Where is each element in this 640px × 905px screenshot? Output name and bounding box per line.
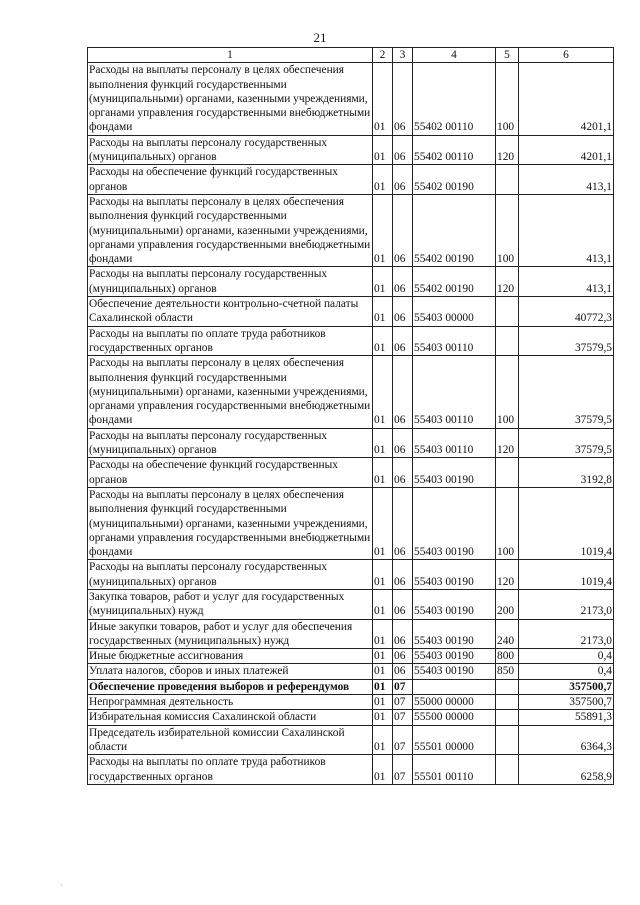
row-name: Расходы на обеспечение функций государственных органов [88,458,373,488]
row-name: Иные закупки товаров, работ и услуг для обеспечения государственных (муниципальных) нужд [88,619,373,649]
row-expense-type [496,710,519,725]
row-section-code: 01 [373,458,393,488]
row-subsection-code: 06 [393,356,413,428]
row-expense-type [496,297,519,327]
row-name: Обеспечение проведения выборов и референдумов [88,679,373,694]
row-name: Расходы на выплаты персоналу государственных (муниципальных) органов [88,428,373,458]
row-target-article: 55402 00190 [413,267,496,297]
header-col-3: 3 [393,48,413,63]
row-expense-type [496,695,519,710]
row-expense-type: 240 [496,619,519,649]
row-target-article: 55402 00190 [413,165,496,195]
row-name: Расходы на выплаты персоналу государственных (муниципальных) органов [88,560,373,590]
table-row [88,710,614,725]
table-header-row [88,48,614,63]
table-row [88,165,614,195]
row-expense-type [496,725,519,755]
table-body [88,63,614,785]
row-target-article: 55403 00190 [413,560,496,590]
row-name: Закупка товаров, работ и услуг для государственных (муниципальных) нужд [88,589,373,619]
row-amount: 40772,3 [519,297,614,327]
row-subsection-code: 07 [393,725,413,755]
row-expense-type: 100 [496,63,519,135]
table-row [88,135,614,165]
row-section-code: 01 [373,428,393,458]
row-section-code: 01 [373,135,393,165]
row-subsection-code: 06 [393,664,413,679]
row-expense-type [496,755,519,785]
row-target-article: 55000 00000 [413,695,496,710]
row-section-code: 01 [373,755,393,785]
row-target-article: 55402 00110 [413,135,496,165]
table-row [88,428,614,458]
row-expense-type: 800 [496,649,519,664]
row-section-code: 01 [373,194,393,266]
row-subsection-code: 06 [393,487,413,559]
table-row [88,725,614,755]
row-section-code: 01 [373,725,393,755]
row-name: Обеспечение деятельности контрольно-счетной палаты Сахалинской области [88,297,373,327]
row-target-article: 55402 00110 [413,63,496,135]
header-col-6: 6 [519,48,614,63]
row-section-code: 01 [373,356,393,428]
table-row [88,589,614,619]
header-col-2: 2 [373,48,393,63]
table-row [88,755,614,785]
row-target-article: 55501 00000 [413,725,496,755]
table-row [88,695,614,710]
row-target-article: 55403 00110 [413,326,496,356]
row-amount: 1019,4 [519,487,614,559]
row-target-article: 55403 00190 [413,458,496,488]
row-section-code: 01 [373,619,393,649]
row-amount: 2173,0 [519,589,614,619]
row-name: Расходы на выплаты по оплате труда работников государственных органов [88,755,373,785]
row-target-article [413,679,496,694]
row-target-article: 55402 00190 [413,194,496,266]
row-name: Расходы на обеспечение функций государственных органов [88,165,373,195]
row-expense-type [496,326,519,356]
row-amount: 413,1 [519,165,614,195]
row-section-code: 01 [373,267,393,297]
row-amount: 6258,9 [519,755,614,785]
row-subsection-code: 06 [393,165,413,195]
row-amount: 0,4 [519,649,614,664]
row-expense-type: 200 [496,589,519,619]
table-row [88,487,614,559]
row-target-article: 55403 00110 [413,356,496,428]
row-expense-type: 850 [496,664,519,679]
row-name: Уплата налогов, сборов и иных платежей [88,664,373,679]
row-target-article: 55403 00190 [413,487,496,559]
row-expense-type: 100 [496,194,519,266]
row-subsection-code: 06 [393,560,413,590]
table-row [88,194,614,266]
row-subsection-code: 06 [393,297,413,327]
row-section-code: 01 [373,326,393,356]
row-amount: 357500,7 [519,695,614,710]
row-section-code: 01 [373,165,393,195]
row-name: Расходы на выплаты персоналу в целях обеспечения выполнения функций государственными (муниципальными) органами, казенными учреждениями, органами управления государственными внебюджетными фондами [88,194,373,266]
row-name: Расходы на выплаты персоналу государственных (муниципальных) органов [88,135,373,165]
row-section-code: 01 [373,679,393,694]
row-target-article: 55403 00190 [413,619,496,649]
table-row [88,297,614,327]
table-row [88,619,614,649]
budget-table [87,47,614,785]
row-amount: 357500,7 [519,679,614,694]
row-name: Расходы на выплаты персоналу государственных (муниципальных) органов [88,267,373,297]
row-section-code: 01 [373,487,393,559]
row-target-article: 55403 00110 [413,428,496,458]
row-expense-type: 120 [496,267,519,297]
row-expense-type: 120 [496,428,519,458]
row-target-article: 55403 00000 [413,297,496,327]
row-subsection-code: 07 [393,755,413,785]
row-expense-type: 100 [496,487,519,559]
header-col-5: 5 [496,48,519,63]
scan-speck: · [60,880,63,890]
row-amount: 413,1 [519,267,614,297]
row-subsection-code: 07 [393,679,413,694]
row-expense-type: 120 [496,135,519,165]
row-amount: 2173,0 [519,619,614,649]
row-amount: 6364,3 [519,725,614,755]
row-section-code: 01 [373,297,393,327]
table-row [88,649,614,664]
row-target-article: 55403 00190 [413,589,496,619]
header-col-1: 1 [88,48,373,63]
table-row [88,664,614,679]
row-expense-type: 100 [496,356,519,428]
row-section-code: 01 [373,710,393,725]
row-expense-type [496,458,519,488]
table-row [88,679,614,694]
row-target-article: 55403 00190 [413,649,496,664]
table-row [88,267,614,297]
row-name: Расходы на выплаты персоналу в целях обеспечения выполнения функций государственными (муниципальными) органами, казенными учреждениями, органами управления государственными внебюджетными фондами [88,487,373,559]
table-row [88,63,614,135]
table-row [88,326,614,356]
row-target-article: 55403 00190 [413,664,496,679]
row-amount: 37579,5 [519,356,614,428]
row-target-article: 55501 00110 [413,755,496,785]
row-section-code: 01 [373,664,393,679]
row-subsection-code: 06 [393,326,413,356]
header-col-4: 4 [413,48,496,63]
row-subsection-code: 06 [393,428,413,458]
row-subsection-code: 06 [393,194,413,266]
row-name: Иные бюджетные ассигнования [88,649,373,664]
row-name: Расходы на выплаты персоналу в целях обеспечения выполнения функций государственными (муниципальными) органами, казенными учреждениями, органами управления государственными внебюджетными фондами [88,63,373,135]
row-amount: 37579,5 [519,326,614,356]
row-amount: 0,4 [519,664,614,679]
page-number: 21 [313,30,327,45]
row-amount: 37579,5 [519,428,614,458]
table-row [88,356,614,428]
row-section-code: 01 [373,649,393,664]
row-section-code: 01 [373,63,393,135]
table-row [88,458,614,488]
row-expense-type [496,165,519,195]
row-section-code: 01 [373,589,393,619]
row-subsection-code: 07 [393,710,413,725]
row-name: Расходы на выплаты персоналу в целях обеспечения выполнения функций государственными (муниципальными) органами, казенными учреждениями, органами управления государственными внебюджетными фондами [88,356,373,428]
row-amount: 413,1 [519,194,614,266]
table-row [88,560,614,590]
row-subsection-code: 06 [393,135,413,165]
row-expense-type: 120 [496,560,519,590]
row-name: Расходы на выплаты по оплате труда работников государственных органов [88,326,373,356]
row-section-code: 01 [373,695,393,710]
row-subsection-code: 06 [393,589,413,619]
row-section-code: 01 [373,560,393,590]
row-subsection-code: 06 [393,63,413,135]
row-name: Непрограммная деятельность [88,695,373,710]
row-subsection-code: 06 [393,267,413,297]
row-subsection-code: 06 [393,649,413,664]
row-name: Председатель избирательной комиссии Сахалинской области [88,725,373,755]
row-amount: 1019,4 [519,560,614,590]
row-expense-type [496,679,519,694]
row-subsection-code: 07 [393,695,413,710]
row-subsection-code: 06 [393,458,413,488]
row-subsection-code: 06 [393,619,413,649]
row-amount: 4201,1 [519,135,614,165]
row-amount: 4201,1 [519,63,614,135]
row-name: Избирательная комиссия Сахалинской области [88,710,373,725]
row-amount: 3192,8 [519,458,614,488]
row-amount: 55891,3 [519,710,614,725]
row-target-article: 55500 00000 [413,710,496,725]
